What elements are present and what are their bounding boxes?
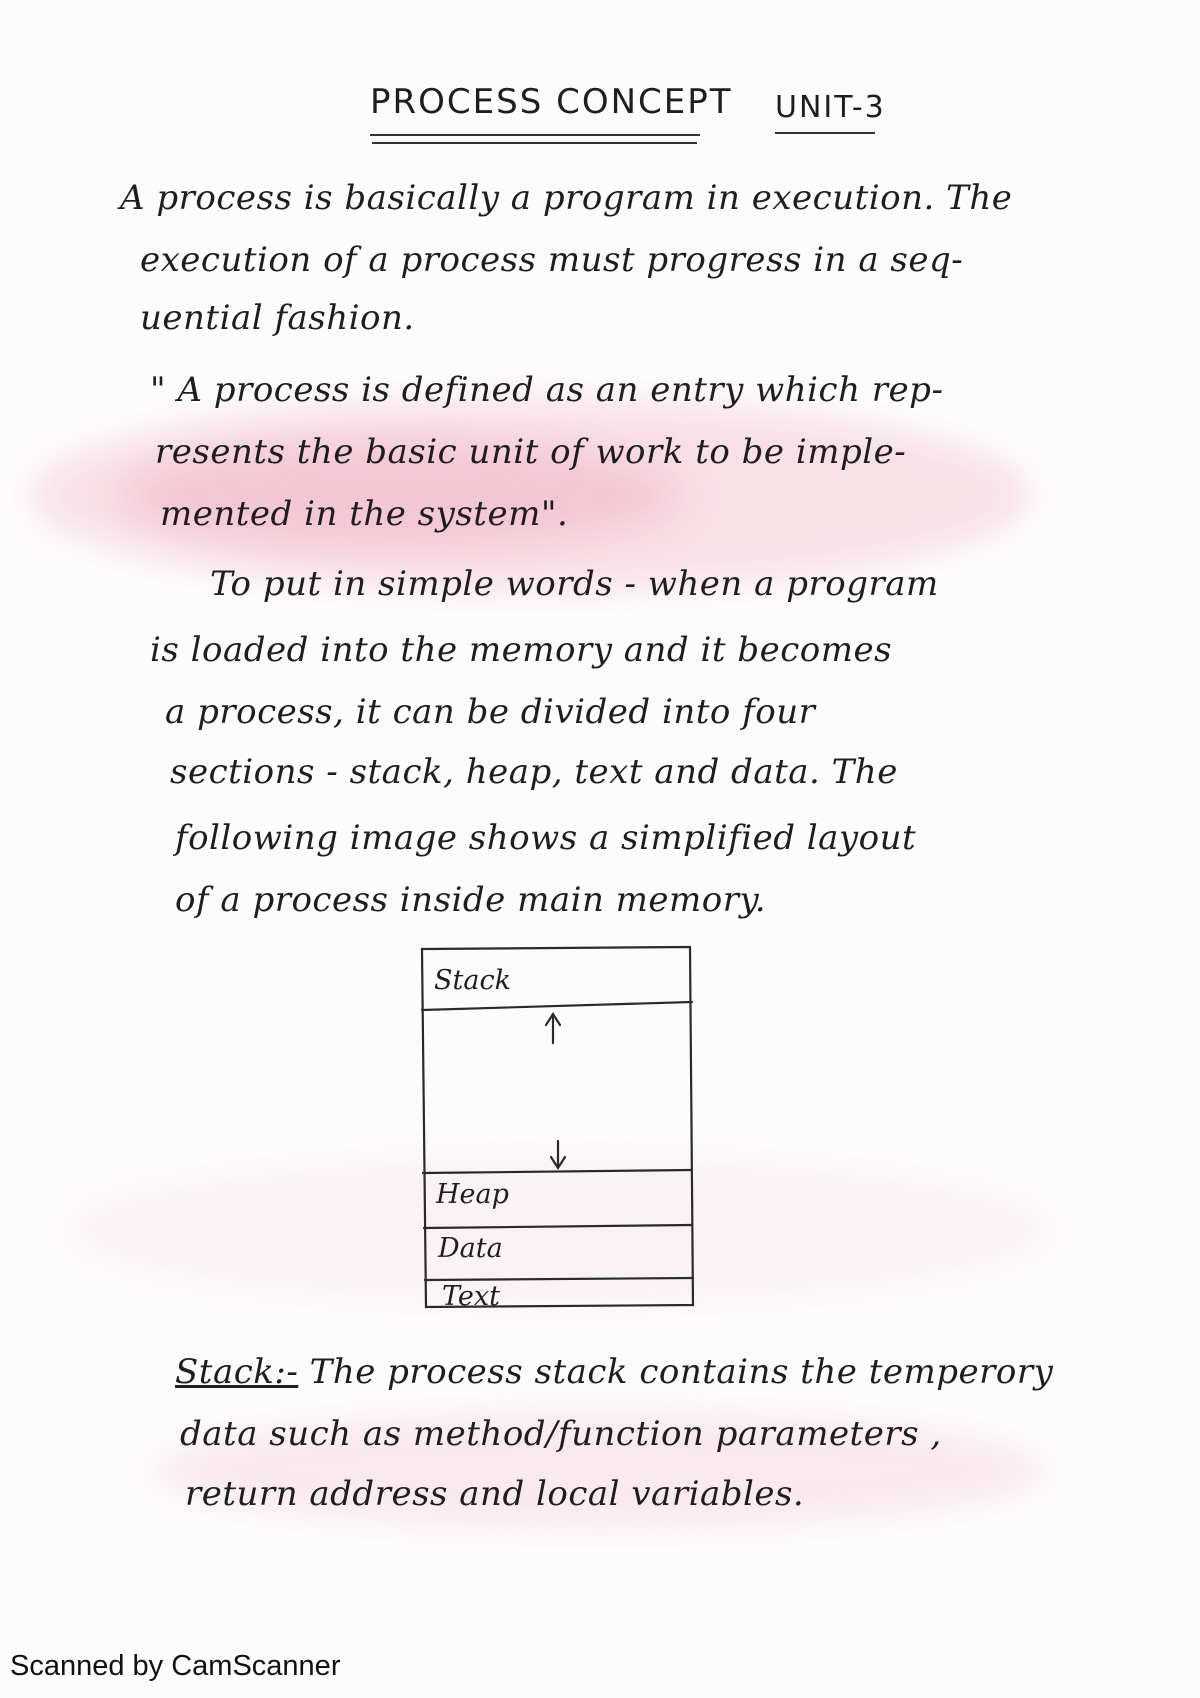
text-line: uential fashion. (140, 298, 415, 338)
unit-label: UNIT-3 (775, 90, 886, 125)
stack-line: The process stack contains the temperory (309, 1352, 1054, 1392)
segment-label-data: Data (438, 1233, 503, 1264)
page-title: PROCESS CONCEPT (370, 82, 733, 122)
text-line (175, 1352, 1053, 1392)
text-line: sections - stack, heap, text and data. The (170, 752, 898, 792)
text-line: execution of a process must progress in a seq- (140, 240, 964, 280)
text-line: resents the basic unit of work to be imple- (155, 432, 907, 472)
text-line: following image shows a simplified layout (175, 818, 917, 858)
text-line: " A process is defined as an entry which rep- (150, 370, 944, 410)
segment-label-heap: Heap (436, 1179, 509, 1210)
page-header (0, 82, 1200, 152)
title-underline (372, 142, 697, 144)
segment-label-stack: Stack (434, 965, 511, 996)
unit-underline (775, 132, 875, 134)
text-line: data such as method/function parameters , (180, 1414, 942, 1454)
title-underline (370, 134, 700, 136)
text-line: is loaded into the memory and it becomes (150, 630, 893, 670)
text-line: A process is basically a program in execution. The (120, 178, 1013, 218)
stack-heading: Stack:- (175, 1352, 299, 1392)
text-line: To put in simple words - when a program (210, 564, 939, 604)
segment-label-text: Text (442, 1281, 500, 1312)
text-line: mented in the system". (160, 494, 569, 534)
text-line: a process, it can be divided into four (165, 692, 816, 732)
process-memory-diagram (420, 945, 696, 1310)
text-line: return address and local variables. (185, 1474, 805, 1514)
text-line: of a process inside main memory. (175, 880, 766, 920)
camscanner-watermark: Scanned by CamScanner (10, 1650, 341, 1682)
